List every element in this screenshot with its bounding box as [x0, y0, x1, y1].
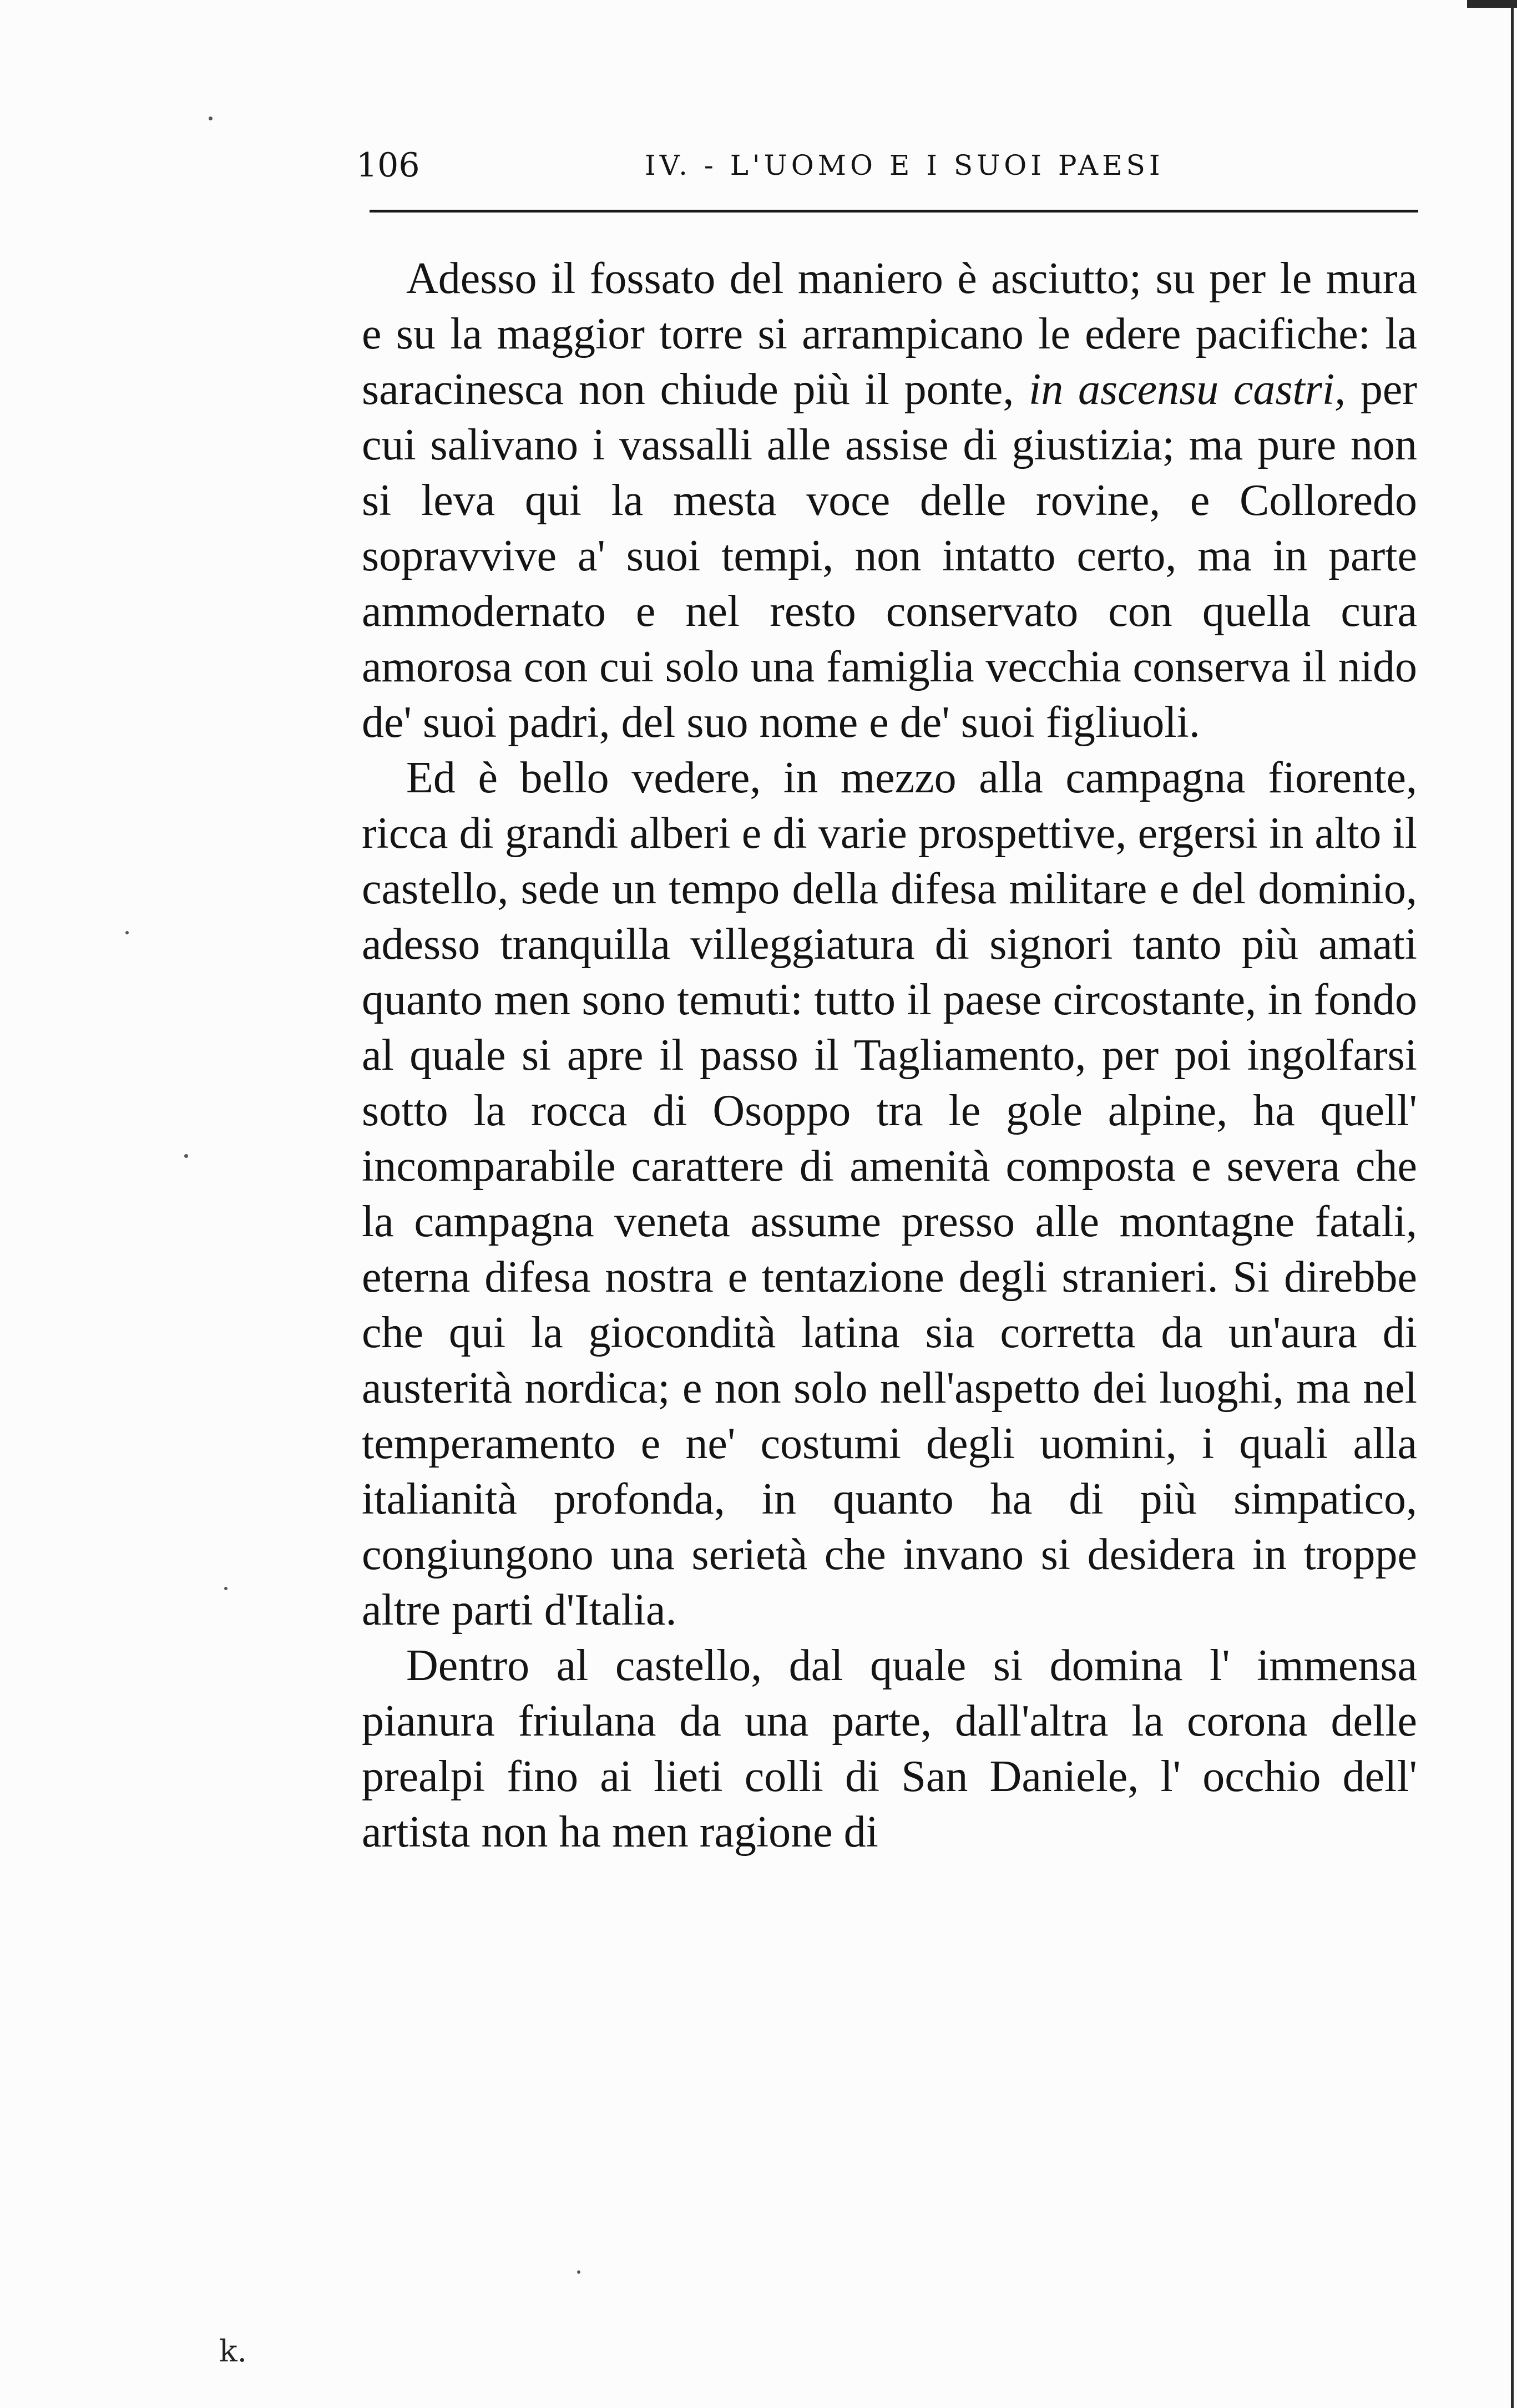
paragraph — [362, 251, 1417, 750]
body-text — [362, 251, 1417, 1860]
paragraph-italic-text: in ascensu castri, — [1029, 365, 1346, 414]
header-rule — [370, 210, 1418, 213]
paragraph-text: Adesso il fossato del maniero è asciutto; su per le mura e su la maggior torre si arrampicano le edere pacifiche: la saracinesca non chiude più il ponte, — [362, 254, 1417, 414]
paragraph-text: per cui salivano i vassalli alle assise di giustizia; ma pure non si leva qui la mesta voce delle rovine, e Colloredo sopravvive a' suoi tempi, non intatto certo, ma in parte ammodernato e nel resto conservato con quella cura amorosa con cui solo una famiglia vecchia conserva il nido de' suoi padri, del suo nome e de' suoi figliuoli. — [362, 365, 1418, 747]
scan-speck — [125, 931, 129, 934]
scan-speck — [577, 2270, 580, 2274]
page-edge — [1511, 0, 1514, 2408]
scan-speck — [224, 1587, 227, 1590]
page-edge-top — [1467, 0, 1517, 8]
paragraph — [362, 750, 1417, 1638]
paragraph — [362, 1638, 1417, 1860]
page-number: 106 — [356, 146, 420, 185]
scan-mark: k. — [219, 2334, 247, 2369]
running-title: IV. - L'UOMO E I SUOI PAESI — [645, 149, 1164, 181]
scan-speck — [184, 1154, 188, 1158]
paragraph-text: Dentro al castello, dal quale si domina l' immensa pianura friulana da una parte, dall'altra la corona delle prealpi fino ai lieti colli di San Daniele, l' occhio dell' artista non ha men ragione di — [362, 1641, 1417, 1856]
page-header — [356, 143, 1419, 188]
scan-speck — [209, 117, 213, 120]
paragraph-text: Ed è bello vedere, in mezzo alla campagna fiorente, ricca di grandi alberi e di varie prospettive, ergersi in alto il castello, sede un tempo della difesa militare e del dominio, adesso tranquilla villeggiatura di signori tanto più amati quanto men sono temuti: tutto il paese circostante, in fondo al quale si apre il passo il Tagliamento, per poi ingolfarsi sotto la rocca di Osoppo tra le gole alpine, ha quell' incomparabile carattere di amenità composta e severa che la campagna veneta assume presso alle montagne fatali, eterna difesa nostra e tentazione degli stranieri. Si direbbe che qui la giocondità latina sia corretta da un'aura di austerità nordica; e non solo nell'aspetto dei luoghi, ma nel temperamento e ne' costumi degli uomini, i quali alla italianità profonda, in quanto ha di più simpatico, congiungono una serietà che invano si desidera in troppe altre parti d'Italia. — [362, 753, 1417, 1635]
